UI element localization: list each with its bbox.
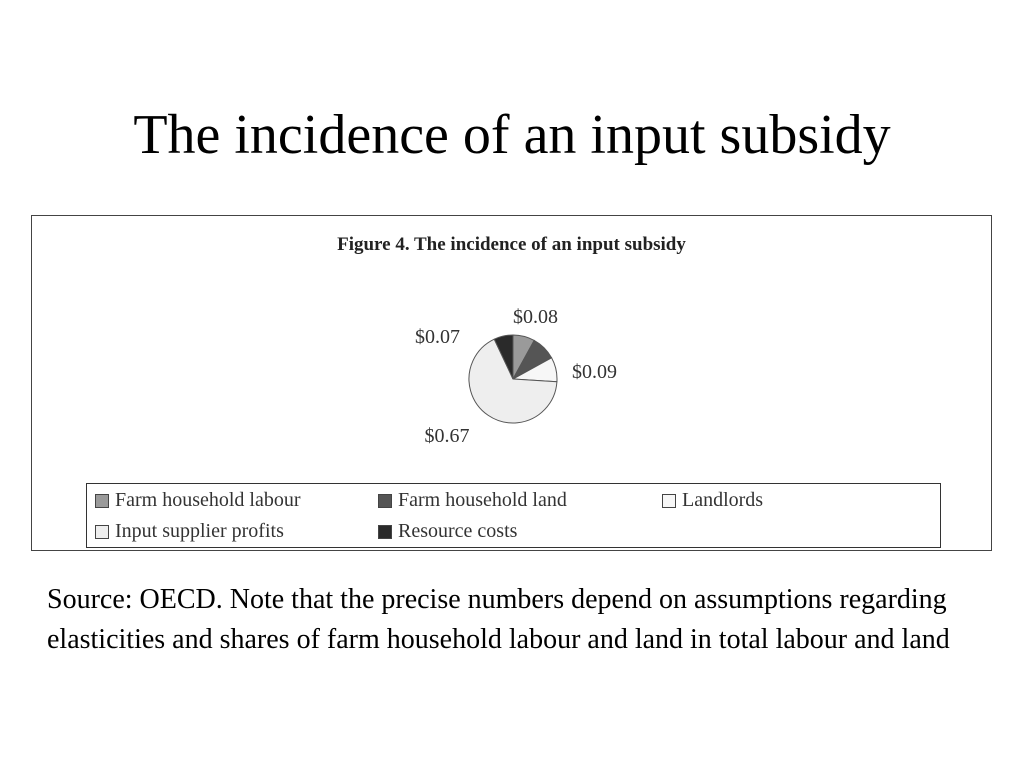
legend-item-farm-household-labour	[95, 489, 301, 512]
chart-legend	[86, 483, 941, 548]
legend-item-landlords	[662, 489, 763, 512]
pie-data-label: $0.09	[572, 361, 617, 383]
legend-item-input-supplier-profits	[95, 520, 284, 543]
legend-swatch	[378, 525, 392, 539]
legend-swatch	[378, 494, 392, 508]
legend-item-farm-household-land	[378, 489, 567, 512]
pie-data-label: $0.07	[415, 326, 460, 348]
legend-swatch	[95, 525, 109, 539]
pie-chart	[32, 216, 993, 476]
source-note: Source: OECD. Note that the precise numbers depend on assumptions regarding elasticities and shares of farm household labour and land in total labour and land	[47, 584, 950, 655]
slide-title: The incidence of an input subsidy	[133, 104, 891, 166]
pie-data-label: $0.08	[513, 306, 558, 328]
legend-label: Resource costs	[398, 520, 518, 542]
chart-title: Figure 4. The incidence of an input subsidy	[337, 234, 686, 255]
legend-swatch	[662, 494, 676, 508]
legend-label: Farm household land	[398, 489, 567, 511]
pie-data-label: $0.67	[424, 425, 470, 447]
legend-swatch	[95, 494, 109, 508]
legend-label: Input supplier profits	[115, 520, 284, 542]
legend-item-resource-costs	[378, 520, 517, 543]
legend-label: Landlords	[682, 489, 764, 511]
figure-box	[31, 215, 992, 551]
legend-label: Farm household labour	[115, 489, 301, 511]
